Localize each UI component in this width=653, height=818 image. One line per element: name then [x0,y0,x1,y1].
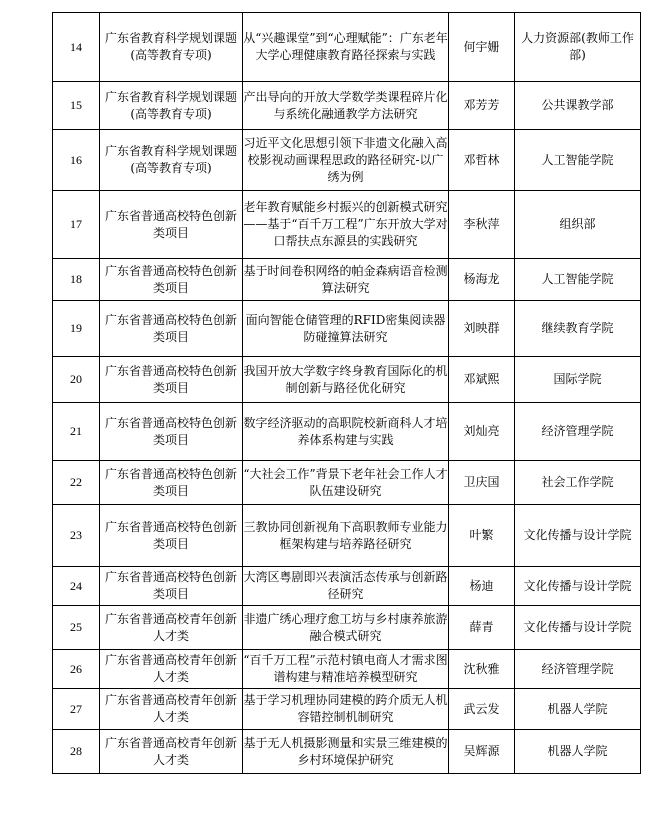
table-row [53,259,641,301]
table-row [53,461,641,505]
row-number: 19 [53,301,100,357]
row-number: 23 [53,505,100,567]
project-title: 大湾区粤剧即兴表演活态传承与创新路径研究 [243,567,449,606]
project-title: 习近平文化思想引领下非遗文化融入高校影视动画课程思政的路径研究-以广绣为例 [243,130,449,191]
table-row [53,301,641,357]
project-category: 广东省普通高校青年创新人才类 [100,689,243,730]
row-number: 18 [53,259,100,301]
project-leader: 沈秋雅 [449,650,515,689]
project-leader: 杨迪 [449,567,515,606]
row-number: 26 [53,650,100,689]
table-row [53,191,641,259]
table-row [53,606,641,650]
project-department: 人力资源部(教师工作部) [515,13,641,82]
table-row [53,689,641,730]
project-table [52,12,641,774]
project-title: 基于学习机理协同建模的跨介质无人机容错控制机制研究 [243,689,449,730]
row-number: 27 [53,689,100,730]
project-leader: 卫庆国 [449,461,515,505]
project-title: 面向智能仓储管理的RFID密集阅读器防碰撞算法研究 [243,301,449,357]
project-category: 广东省普通高校青年创新人才类 [100,650,243,689]
project-category: 广东省普通高校特色创新类项目 [100,505,243,567]
project-leader: 刘映群 [449,301,515,357]
row-number: 14 [53,13,100,82]
project-title: 非遗广绣心理疗愈工坊与乡村康养旅游融合模式研究 [243,606,449,650]
project-title: “大社会工作”背景下老年社会工作人才队伍建设研究 [243,461,449,505]
project-category: 广东省普通高校特色创新类项目 [100,357,243,403]
project-leader: 刘灿亮 [449,403,515,461]
row-number: 25 [53,606,100,650]
project-title: 产出导向的开放大学数学类课程碎片化与系统化融通教学方法研究 [243,82,449,130]
project-title: 基于时间卷积网络的帕金森病语音检测算法研究 [243,259,449,301]
project-department: 社会工作学院 [515,461,641,505]
table-row [53,13,641,82]
project-title: 数字经济驱动的高职院校新商科人才培养体系构建与实践 [243,403,449,461]
table-row [53,650,641,689]
project-leader: 叶繁 [449,505,515,567]
project-title: 老年教育赋能乡村振兴的创新模式研究——基于“百千万工程”广东开放大学对口帮扶点东源县的实践研究 [243,191,449,259]
project-category: 广东省普通高校特色创新类项目 [100,259,243,301]
project-leader: 薛青 [449,606,515,650]
table-row [53,730,641,774]
project-leader: 邓斌熙 [449,357,515,403]
row-number: 28 [53,730,100,774]
project-department: 组织部 [515,191,641,259]
project-leader: 吴辉源 [449,730,515,774]
row-number: 22 [53,461,100,505]
project-table-body [53,13,641,774]
table-row [53,130,641,191]
project-department: 人工智能学院 [515,130,641,191]
project-leader: 李秋萍 [449,191,515,259]
project-department: 文化传播与设计学院 [515,606,641,650]
table-row [53,403,641,461]
project-category: 广东省普通高校特色创新类项目 [100,461,243,505]
project-category: 广东省普通高校特色创新类项目 [100,191,243,259]
table-row [53,357,641,403]
project-title: 从“兴趣课堂”到“心理赋能”：广东老年大学心理健康教育路径探索与实践 [243,13,449,82]
project-department: 经济管理学院 [515,403,641,461]
project-title: 基于无人机摄影测量和实景三维建模的乡村环境保护研究 [243,730,449,774]
project-department: 文化传播与设计学院 [515,567,641,606]
row-number: 21 [53,403,100,461]
table-row [53,505,641,567]
project-leader: 邓芳芳 [449,82,515,130]
project-category: 广东省教育科学规划课题(高等教育专项) [100,13,243,82]
row-number: 20 [53,357,100,403]
project-category: 广东省普通高校特色创新类项目 [100,403,243,461]
project-leader: 邓哲林 [449,130,515,191]
project-category: 广东省普通高校青年创新人才类 [100,606,243,650]
row-number: 15 [53,82,100,130]
project-leader: 何宇姗 [449,13,515,82]
project-category: 广东省教育科学规划课题(高等教育专项) [100,130,243,191]
project-department: 文化传播与设计学院 [515,505,641,567]
project-department: 机器人学院 [515,730,641,774]
project-title: “百千万工程”示范村镇电商人才需求图谱构建与精准培养模型研究 [243,650,449,689]
project-leader: 杨海龙 [449,259,515,301]
table-row [53,82,641,130]
project-title: 三教协同创新视角下高职教师专业能力框架构建与培养路径研究 [243,505,449,567]
project-title: 我国开放大学数字终身教育国际化的机制创新与路径优化研究 [243,357,449,403]
project-department: 机器人学院 [515,689,641,730]
row-number: 17 [53,191,100,259]
row-number: 24 [53,567,100,606]
project-department: 人工智能学院 [515,259,641,301]
project-category: 广东省教育科学规划课题(高等教育专项) [100,82,243,130]
project-department: 国际学院 [515,357,641,403]
project-department: 经济管理学院 [515,650,641,689]
project-department: 继续教育学院 [515,301,641,357]
project-department: 公共课教学部 [515,82,641,130]
row-number: 16 [53,130,100,191]
project-category: 广东省普通高校特色创新类项目 [100,301,243,357]
project-category: 广东省普通高校青年创新人才类 [100,730,243,774]
project-category: 广东省普通高校特色创新类项目 [100,567,243,606]
table-row [53,567,641,606]
project-leader: 武云发 [449,689,515,730]
